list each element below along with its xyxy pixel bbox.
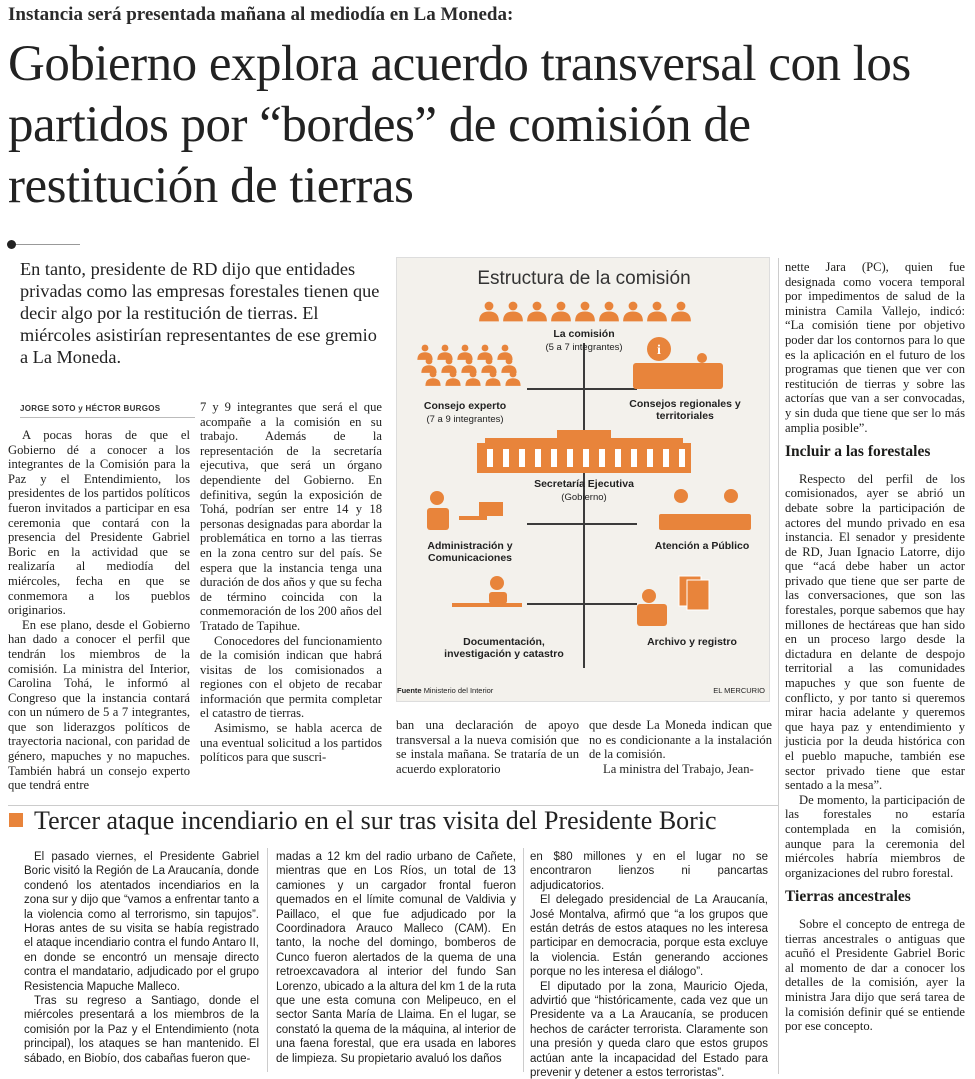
paragraph: Sobre el concepto de entrega de tierras ancestrales o antiguas que acuñó el Presidente Gabriel Boric al momento de dar a conocer los detalles de la comisión, ayer la ministra Jara dijo que será tarea de la comisión definir qué se entiende por ese concepto. bbox=[785, 916, 965, 1034]
person-icon bbox=[623, 302, 643, 322]
label-secretaria: Secretaría Ejecutiva bbox=[534, 478, 634, 490]
person-icon bbox=[479, 302, 499, 322]
source-label: Fuente bbox=[397, 686, 422, 695]
story2-headline: Tercer ataque incendiario en el sur tras visita del Presidente Boric bbox=[34, 806, 717, 835]
article-column-2 bbox=[200, 400, 382, 765]
infographic bbox=[396, 257, 770, 702]
paragraph: que desde La Moneda indican que no es condicionante a la instalación de la comisión. bbox=[589, 718, 772, 762]
story2-column-3 bbox=[530, 850, 768, 1079]
label-comision: La comisión bbox=[553, 328, 615, 340]
byline: JORGE SOTO y HÉCTOR BURGOS bbox=[20, 404, 161, 413]
expert-council-icon bbox=[417, 345, 520, 386]
source-note bbox=[397, 686, 493, 695]
person-icon bbox=[437, 345, 452, 360]
subheading: Incluir a las forestales bbox=[785, 443, 931, 461]
paragraph: Respecto del perfil de los comisionados, ayer se abrió un debate sobre la participación de actores del mundo privado en esa instancia. El senador y presidente de RD, Juan Ignacio Latorre, dijo que “acá debe haber un actor privado que tiene que ser parte de las conversaciones, que son las forestales, porque sabemos que hay millones de hectáreas que han sido en un proceso largo desde la dictadura en delante de despojo territorial a las comunidades mapuches y que son fuente de conflicto, y por tanto si queremos mirar hacia adelante y queremos que haya paz y entendimiento y justicia por la deuda histórica con el pueblo mapuche, también ese sector privado tiene que estar sentado a la mesa”. bbox=[785, 471, 965, 793]
article-column-4 bbox=[589, 718, 772, 776]
label-archivo: Archivo y registro bbox=[647, 636, 737, 648]
computer-worker-icon bbox=[427, 491, 503, 530]
paragraph: Tras su regreso a Santiago, donde el miércoles presentará a los miembros de la comisión por la Paz y el Entendimiento (nota principal), los ataques se han mantenido. El sábado, en Biobío, dos cabañas fueron que- bbox=[24, 995, 259, 1065]
person-icon bbox=[599, 302, 619, 322]
public-service-icon bbox=[659, 489, 751, 530]
label-consejo-sub: (7 a 9 integrantes) bbox=[426, 414, 504, 425]
person-icon bbox=[457, 345, 472, 360]
paragraph: A pocas horas de que el Gobierno dé a conocer a los integrantes de la Comisión para la Paz y el Entendimiento, los presidentes de los partidos políticos fueron invitados a participar en esa ceremonia que contará con la presencia del Presidente Gabriel Boric en la actividad que se realizaría al mediodía del miércoles, fecha en que se conmemora a los pueblos originarios. bbox=[8, 428, 190, 618]
paragraph: en $80 millones y en el lugar no se encontraron lienzos ni pancartas adjudicatorios. bbox=[530, 851, 768, 892]
person-icon bbox=[527, 302, 547, 322]
credit: EL MERCURIO bbox=[713, 686, 765, 695]
person-icon bbox=[503, 302, 523, 322]
svg-text:i: i bbox=[657, 343, 661, 358]
kicker: Instancia será presentada mañana al mediodía en La Moneda: bbox=[8, 4, 514, 25]
paragraph: El delegado presidencial de La Araucanía, José Montalva, afirmó que “a los grupos que están detrás de estos ataques no les interesa participar en democracia, porque esta excluye la violencia. Están generando acciones porque no les interesa el diálogo”. bbox=[530, 894, 768, 979]
person-icon bbox=[647, 302, 667, 322]
label-consejo-experto: Consejo experto bbox=[423, 400, 507, 412]
story2-column-1 bbox=[24, 850, 259, 1066]
label-secretaria-sub: (Gobierno) bbox=[561, 492, 607, 503]
paragraph: El diputado por la zona, Mauricio Ojeda, advirtió que “históricamente, cada vez que un Presidente va a La Araucanía, se producen hechos de carácter terrorista. Claramente son una presión y queda claro que estos grupos actúan ante la incapacidad del Estado para prevenir y detener a estos terroristas”. bbox=[530, 980, 768, 1079]
paragraph: 7 y 9 integrantes que será el que acompañe a la comisión en su trabajo. Además de la representación de la secretaría ejecutiva, que será un órgano dependiente del Gobierno. En definitiva, según la exposición de Tohá, podrían ser entre 14 y 18 personas designadas para abordar la problemática en torno a las tierras en la zona centro sur del país. Se espera que la instancia tenga una duración de dos años y que su fecha de término coincida con la conmemoración de los 200 años del Tratado de Tapihue. bbox=[200, 400, 382, 633]
label-atencion: Atención a Público bbox=[654, 540, 750, 552]
paragraph: Asimismo, se habla acerca de una eventual solicitud a los partidos políticos para que suscri- bbox=[200, 721, 382, 765]
infographic-title: Estructura de la comisión bbox=[477, 268, 691, 289]
article-column-3 bbox=[396, 718, 579, 776]
archive-icon bbox=[637, 576, 709, 626]
person-icon bbox=[551, 302, 571, 322]
label-admin: Administración y Comunicaciones bbox=[427, 540, 513, 564]
paragraph: El pasado viernes, el Presidente Gabriel Boric visitó la Región de La Araucanía, donde condenó los atentados incendiarios en la zona sur y dijo que “vamos a enfrentar tanto a la violencia como al terrorismo, sin tapujos”. Horas antes de su visita se había registrado el ataque incendiario contra el fundo Antaro II, en donde se encontró un mensaje directo contra el mandatario, adjudicado por el grupo Resistencia Mapuche Malleco. bbox=[24, 851, 259, 993]
source-text: Ministerio del Interior bbox=[423, 686, 494, 695]
person-icon bbox=[575, 302, 595, 322]
divider bbox=[20, 417, 195, 418]
story2-column-2 bbox=[276, 850, 516, 1066]
square-bullet-icon bbox=[9, 813, 23, 827]
column-separator bbox=[523, 848, 524, 1072]
paragraph: De momento, la participación de las forestales no estaría contemplada en la comisión, aunque para la ceremonia del miércoles habría miembros de organizaciones del rubro forestal. bbox=[785, 792, 965, 880]
paragraph: En ese plano, desde el Gobierno han dado a conocer el perfil que tendrán los miembros de la comisión. La ministra del Interior, Carolina Tohá, le informó al Congreso que la instancia contará con un número de 5 a 7 integrantes, que son liderazgos políticos de trayectoria nacional, con paridad de género, mapuches y no mapuches. También habrá un consejo experto que tendrá entre bbox=[8, 617, 190, 793]
summary-lead: En tanto, presidente de RD dijo que entidades privadas como las empresas forestales tienen que decir algo por la restitución de tierras. El miércoles asistirían representantes de ese gremio a La Moneda. bbox=[20, 259, 380, 367]
paragraph: ban una declaración de apoyo transversal a la nueva comisión que se instala mañana. Se trataría de un acuerdo exploratorio bbox=[396, 718, 579, 776]
bullet-icon bbox=[7, 240, 16, 249]
commission-members-icon bbox=[479, 302, 691, 322]
label-regionales: Consejos regionales y territoriales bbox=[629, 398, 741, 422]
paragraph: madas a 12 km del radio urbano de Cañete, mientras que en Los Ríos, un total de 13 camiones y un cargador frontal fueron quemados en el límite comunal de Valdivia y Paillaco, el que fue adjudicado por la Coordinadora Arauco Malleco (CAM). En tanto, la noche del domingo, bomberos de Cunco fueron alertados de la quema de una retroexcavadora al interior del fundo San Lorenzo, ubicado a la altura del km 1 de la ruta que une esta comuna con Melipeuco, en el sector Santa María de Llaima. En el lugar, se constató la quema de la máquina, al interior de una faena forestal, que era usada en labores de limpieza. Su propietario avaluó los daños bbox=[276, 851, 516, 1065]
divider bbox=[8, 244, 80, 245]
article-column-right bbox=[785, 260, 965, 1034]
person-icon bbox=[417, 345, 432, 360]
column-separator bbox=[778, 258, 779, 1074]
column-separator bbox=[267, 848, 268, 1072]
person-icon bbox=[671, 302, 691, 322]
label-documentacion: Documentación, investigación y catastro bbox=[444, 636, 564, 660]
article-column-1 bbox=[8, 428, 190, 793]
person-icon bbox=[477, 345, 492, 360]
paragraph: Conocedores del funcionamiento de la comisión indican que habrá visitas de los comisionados a regiones con el objeto de recabar información que permita completar el catastro de tierras. bbox=[200, 633, 382, 721]
headline: Gobierno explora acuerdo transversal con los partidos por “bordes” de comisión de restitución de tierras bbox=[8, 36, 911, 214]
paragraph: La ministra del Trabajo, Jean- bbox=[603, 761, 754, 776]
label-comision-sub: (5 a 7 integrantes) bbox=[545, 342, 623, 353]
subheading: Tierras ancestrales bbox=[785, 888, 911, 906]
paragraph: nette Jara (PC), quien fue designada como vocera temporal por impedimentos de salud de la ministra Camila Vallejo, indicó: “La comisión tiene por objetivo poder dar los contornos para lo que es la aplicación en el futuro de los programas que tienen que ver con restitución de tierras y sobre las actorías que van a ser convocadas, y sin duda que tiene que ser lo más amplia posible”. bbox=[785, 260, 965, 435]
laptop-researcher-icon bbox=[452, 576, 522, 607]
